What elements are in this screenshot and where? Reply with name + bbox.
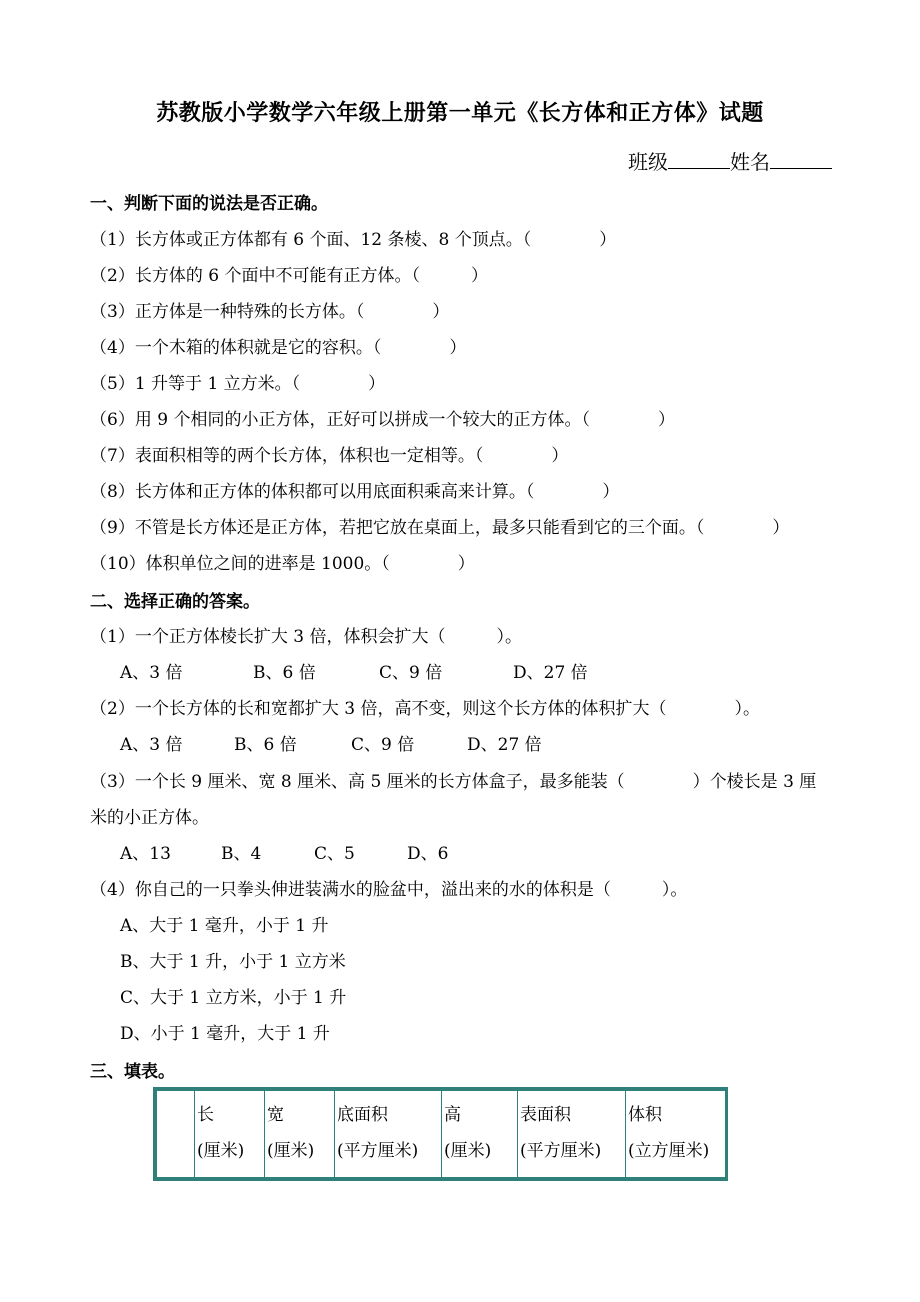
- option-c: C、5: [314, 844, 355, 864]
- judge-item-7: （7）表面积相等的两个长方体，体积也一定相等。（ ）: [90, 446, 569, 466]
- table-header-surface-area: [518, 1091, 626, 1178]
- header-length-name: 长: [197, 1105, 214, 1125]
- class-name-line: [628, 146, 832, 175]
- option-a: A、13: [120, 844, 171, 864]
- judge-item-9: （9）不管是长方体还是正方体，若把它放在桌面上，最多只能看到它的三个面。（ ）: [90, 518, 790, 538]
- section3-heading: 三、填表。: [90, 1062, 175, 1082]
- option-d: D、6: [407, 844, 449, 864]
- header-length-unit: (厘米): [197, 1141, 245, 1161]
- judge-item-6: （6）用 9 个相同的小正方体，正好可以拼成一个较大的正方体。（ ）: [90, 410, 675, 430]
- fill-table-grid: [156, 1090, 726, 1178]
- choice-q4-option-d: D、小于 1 毫升，大于 1 升: [120, 1024, 330, 1044]
- header-height-name: 高: [444, 1105, 461, 1125]
- option-b: B、6 倍: [234, 735, 297, 755]
- choice-q1: （1）一个正方体棱长扩大 3 倍，体积会扩大（ ）。: [90, 627, 522, 647]
- option-c: C、9 倍: [351, 735, 415, 755]
- section1-heading: 一、判断下面的说法是否正确。: [90, 194, 328, 214]
- header-surface-area-unit: (平方厘米): [520, 1141, 602, 1161]
- header-height-unit: (厘米): [444, 1141, 492, 1161]
- option-d: D、27 倍: [467, 735, 542, 755]
- choice-q4: （4）你自己的一只拳头伸进装满水的脸盆中，溢出来的水的体积是（ ）。: [90, 880, 688, 900]
- table-header-height: [442, 1091, 518, 1178]
- choice-q4-option-c: C、大于 1 立方米，小于 1 升: [120, 988, 347, 1008]
- option-a: A、3 倍: [120, 663, 183, 683]
- choice-q4-option-a: A、大于 1 毫升，小于 1 升: [120, 916, 329, 936]
- header-base-area-unit: (平方厘米): [337, 1141, 419, 1161]
- header-width-unit: (厘米): [267, 1141, 315, 1161]
- option-b: B、4: [221, 844, 262, 864]
- table-cell-blank[interactable]: [157, 1091, 195, 1178]
- table-header-width: [265, 1091, 335, 1178]
- table-header-length: [195, 1091, 265, 1178]
- fill-table: [153, 1087, 728, 1181]
- header-width-name: 宽: [267, 1105, 284, 1125]
- choice-q4-option-b: B、大于 1 升，小于 1 立方米: [120, 952, 346, 972]
- name-blank[interactable]: [770, 148, 832, 169]
- judge-item-8: （8）长方体和正方体的体积都可以用底面积乘高来计算。（ ）: [90, 482, 620, 502]
- table-header-row: [157, 1091, 726, 1178]
- name-label: 姓名: [730, 150, 770, 174]
- class-blank[interactable]: [668, 148, 730, 169]
- judge-item-3: （3）正方体是一种特殊的长方体。（ ）: [90, 302, 450, 322]
- judge-item-5: （5）1 升等于 1 立方米。（ ）: [90, 374, 386, 394]
- judge-item-2: （2）长方体的 6 个面中不可能有正方体。（ ）: [90, 266, 488, 286]
- option-d: D、27 倍: [513, 663, 588, 683]
- option-b: B、6 倍: [253, 663, 316, 683]
- header-base-area-name: 底面积: [337, 1105, 388, 1125]
- class-label: 班级: [628, 150, 668, 174]
- option-c: C、9 倍: [379, 663, 443, 683]
- table-header-base-area: [335, 1091, 442, 1178]
- header-volume-name: 体积: [628, 1105, 662, 1125]
- section2-heading: 二、选择正确的答案。: [90, 592, 260, 612]
- header-surface-area-name: 表面积: [520, 1105, 571, 1125]
- choice-q3-line2: 米的小正方体。: [90, 808, 209, 828]
- judge-item-10: （10）体积单位之间的进率是 1000。（ ）: [90, 554, 475, 574]
- judge-item-4: （4）一个木箱的体积就是它的容积。（ ）: [90, 338, 467, 358]
- page-title: 苏教版小学数学六年级上册第一单元《长方体和正方体》试题: [156, 101, 764, 126]
- header-volume-unit: (立方厘米): [628, 1141, 710, 1161]
- choice-q2: （2）一个长方体的长和宽都扩大 3 倍，高不变，则这个长方体的体积扩大（ ）。: [90, 699, 760, 719]
- option-a: A、3 倍: [120, 735, 183, 755]
- judge-item-1: （1）长方体或正方体都有 6 个面、12 条棱、8 个顶点。（ ）: [90, 230, 617, 250]
- choice-q3-line1: （3）一个长 9 厘米、宽 8 厘米、高 5 厘米的长方体盒子，最多能装（ ）个棱长是 3 厘: [90, 772, 817, 792]
- table-header-volume: [626, 1091, 726, 1178]
